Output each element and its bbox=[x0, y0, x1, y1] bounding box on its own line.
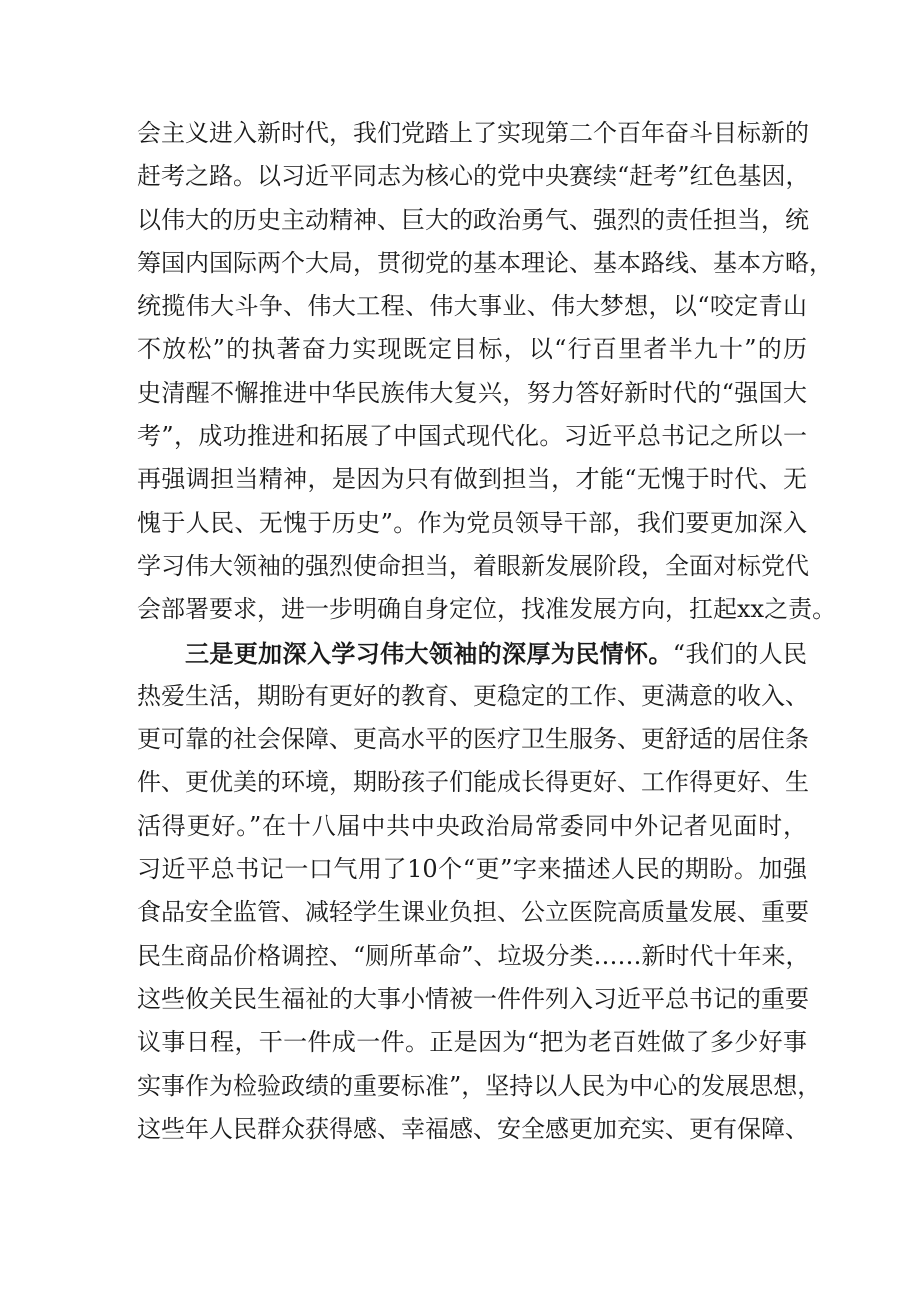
text-line: 史清醒不懈推进中华民族伟大复兴，努力答好新时代的“强国大 bbox=[137, 378, 807, 407]
text-line: 筹国内国际两个大局，贯彻党的基本理论、基本路线、基本方略， bbox=[137, 248, 833, 277]
text-line: 赶考之路。以习近平同志为核心的党中央赛续“赶考”红色基因， bbox=[137, 162, 810, 191]
text-line: 件、更优美的环境，期盼孩子们能成长得更好、工作得更好、生 bbox=[137, 768, 809, 797]
text-line: 这些年人民群众获得感、幸福感、安全感更加充实、更有保障、 bbox=[137, 1114, 809, 1143]
text-line: 议事日程，干一件成一件。正是因为“把为老百姓做了多少好事 bbox=[137, 1028, 807, 1057]
text-line: 考”，成功推进和拓展了中国式现代化。习近平总书记之所以一 bbox=[137, 422, 807, 451]
text-line: 会主义进入新时代，我们党踏上了实现第二个百年奋斗目标新的 bbox=[137, 119, 809, 147]
text-line: 统揽伟大斗争、伟大工程、伟大事业、伟大梦想，以“咬定青山 bbox=[137, 292, 807, 321]
text-fragment: “我们的人民 bbox=[672, 639, 807, 668]
text-line: 习近平总书记一口气用了10个“更”字来描述人民的期盼。加强 bbox=[137, 855, 807, 884]
text-line: 热爱生活，期盼有更好的教育、更稳定的工作、更满意的收入、 bbox=[137, 681, 809, 710]
body-text bbox=[137, 112, 837, 1151]
text-line: 会部署要求，进一步明确自身定位，找准发展方向，扛起xx之责。 bbox=[137, 595, 837, 624]
text-line: 愧于人民、无愧于历史”。作为党员领导干部，我们要更加深入 bbox=[137, 508, 807, 537]
paragraph-heading: 三是更加深入学习伟大领袖的深厚为民情怀。 bbox=[185, 638, 673, 668]
text-line: 实事作为检验政绩的重要标准”，坚持以人民为中心的发展思想， bbox=[137, 1071, 822, 1100]
text-line: 活得更好。”在十八届中共中央政治局常委同中外记者见面时， bbox=[137, 811, 807, 840]
text-line: 以伟大的历史主动精神、巨大的政治勇气、强烈的责任担当，统 bbox=[137, 205, 809, 234]
text-line: 不放松”的执著奋力实现既定目标，以“行百里者半九十”的历 bbox=[137, 335, 807, 364]
text-line: 这些攸关民生福祉的大事小情被一件件列入习近平总书记的重要 bbox=[137, 984, 809, 1013]
text-line: 再强调担当精神，是因为只有做到担当，才能“无愧于时代、无 bbox=[137, 465, 807, 494]
text-line: 民生商品价格调控、“厕所革命”、垃圾分类……新时代十年来， bbox=[137, 941, 810, 970]
text-line: 学习伟大领袖的强烈使命担当，着眼新发展阶段，全面对标党代 bbox=[137, 551, 809, 580]
paragraph-heading-line bbox=[137, 632, 807, 675]
text-line: 食品安全监管、减轻学生课业负担、公立医院高质量发展、重要 bbox=[137, 898, 809, 927]
text-line: 更可靠的社会保障、更高水平的医疗卫生服务、更舒适的居住条 bbox=[137, 725, 809, 754]
